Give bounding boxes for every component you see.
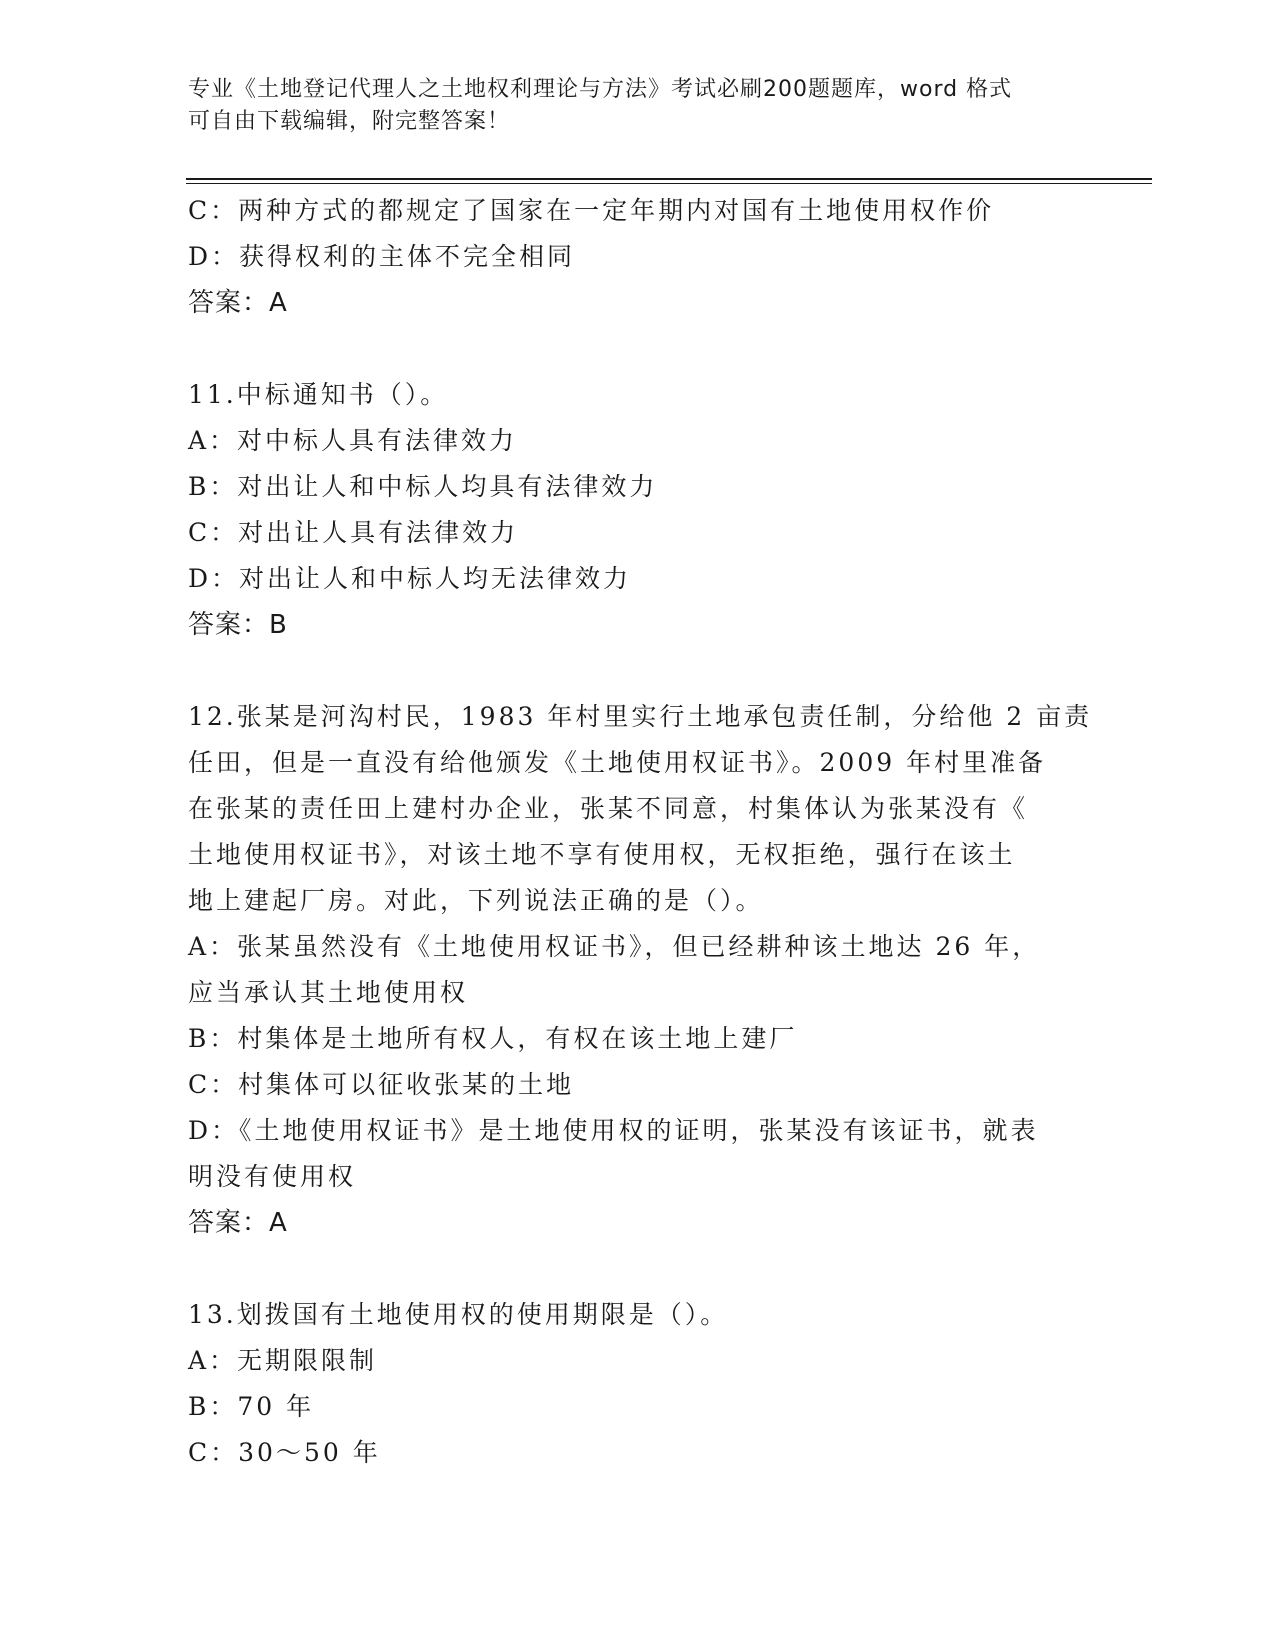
option-a: A：无期限限制 [188, 1346, 378, 1375]
page-header [188, 74, 1068, 138]
question-content [188, 188, 1093, 1476]
option-b: B：70 年 [188, 1392, 315, 1421]
option-c: C：对出让人具有法律效力 [188, 518, 519, 547]
header-line-1: 专业《土地登记代理人之土地权利理论与方法》考试必刷200题题库，word 格式 [188, 77, 1013, 102]
option-a-line-2: 应当承认其土地使用权 [188, 978, 469, 1007]
question-stem-line: 在张某的责任田上建村办企业，张某不同意，村集体认为张某没有《 [188, 794, 1029, 823]
option-a: A：对中标人具有法律效力 [188, 426, 518, 455]
question-stem-line: 地上建起厂房。对此，下列说法正确的是（）。 [188, 886, 764, 915]
option-d-line-2: 明没有使用权 [188, 1162, 357, 1191]
option-d: D：对出让人和中标人均无法律效力 [188, 564, 632, 593]
spacer [188, 648, 1088, 694]
answer-line: 答案：A [188, 288, 288, 318]
question-stem: 13.划拨国有土地使用权的使用期限是（）。 [188, 1300, 729, 1329]
answer-line: 答案：B [188, 610, 288, 640]
option-c: C：村集体可以征收张某的土地 [188, 1070, 575, 1099]
option-d-line-1: D：《土地使用权证书》是土地使用权的证明，张某没有该证书，就表 [188, 1116, 1039, 1145]
question-11 [188, 372, 1088, 648]
option-b: B：对出让人和中标人均具有法律效力 [188, 472, 658, 501]
option-c: C：两种方式的都规定了国家在一定年期内对国有土地使用权作价 [188, 196, 995, 225]
question-stem: 11.中标通知书（）。 [188, 380, 449, 409]
spacer [188, 326, 1088, 372]
question-13 [188, 1292, 1088, 1476]
question-stem-line: 12.张某是河沟村民，1983 年村里实行土地承包责任制，分给他 2 亩责 [188, 702, 1093, 731]
option-d: D：获得权利的主体不完全相同 [188, 242, 576, 271]
option-c: C：30～50 年 [188, 1438, 381, 1467]
option-a-line-1: A：张某虽然没有《土地使用权证书》，但已经耕种该土地达 26 年， [188, 932, 1041, 961]
header-line-2: 可自由下载编辑，附完整答案！ [188, 109, 511, 134]
header-rule-thin [186, 183, 1152, 184]
question-10-tail [188, 188, 1088, 326]
spacer [188, 1246, 1088, 1292]
question-stem-line: 任田，但是一直没有给他颁发《土地使用权证书》。2009 年村里准备 [188, 748, 1047, 777]
question-stem-line: 土地使用权证书》，对该土地不享有使用权，无权拒绝，强行在该土 [188, 840, 1016, 869]
option-b: B：村集体是土地所有权人，有权在该土地上建厂 [188, 1024, 798, 1053]
header-rule-thick [186, 178, 1152, 180]
question-12 [188, 694, 1093, 1246]
answer-line: 答案：A [188, 1208, 288, 1238]
